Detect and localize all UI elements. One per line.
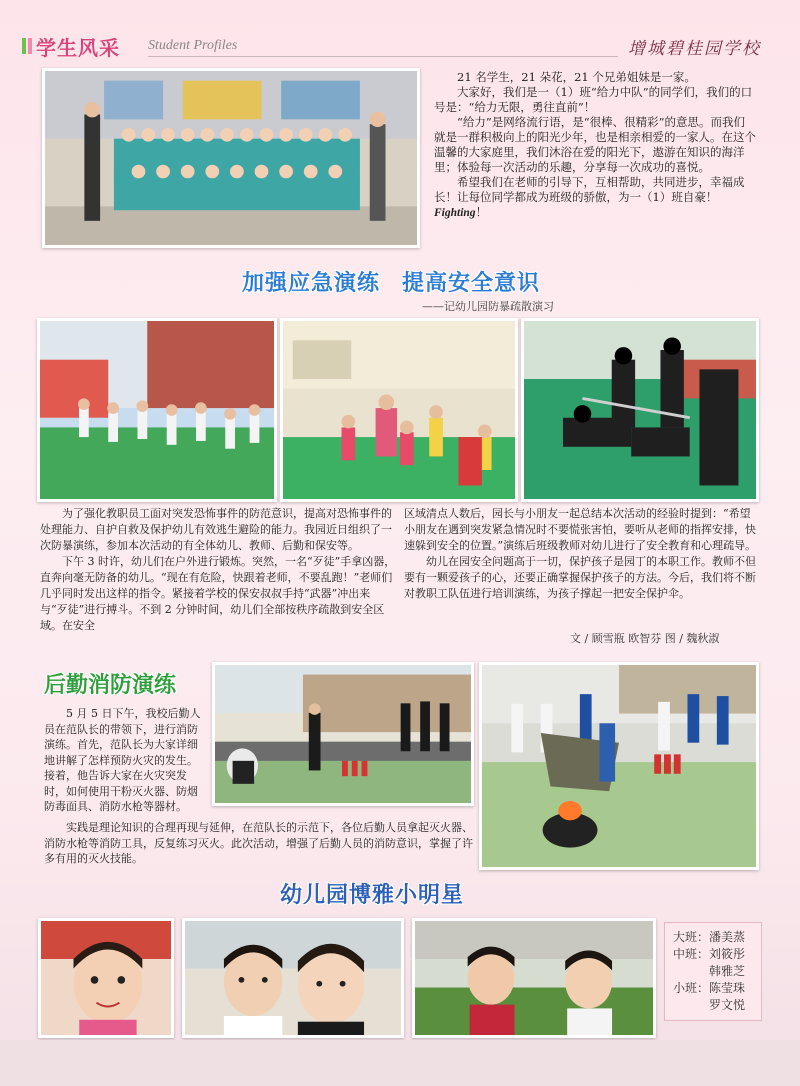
class-label: 中班： bbox=[673, 947, 710, 961]
drill-paragraph-continued: 区域清点人数后，园长与小朋友一起总结本次活动的经验时提到：“希望小朋友在遇到突发紧急情况时不要慌张害怕，要听从老师的指挥安排，快速躲到安全的位置。”演练后班级教师对幼儿进行了安全教育和心理疏导。 bbox=[404, 507, 757, 552]
stars-names-box bbox=[664, 922, 762, 1021]
drill-photo-security bbox=[521, 318, 759, 502]
drill-article-right bbox=[404, 506, 760, 602]
name-row bbox=[673, 946, 753, 963]
class-label: 大班： bbox=[673, 930, 710, 944]
page-footer-band bbox=[0, 1040, 800, 1086]
fire-paragraph: 5 月 5 日下午，我校后勤人员在范队长的带领下，进行消防演练。首先，范队长为大家详细地讲解了怎样预防火灾的发生。接着，他告诉大家在火灾突发时，如何使用干粉灭火器、防烟防毒面具、消防水枪等器材。 bbox=[44, 707, 201, 813]
drill-paragraph: 下午 3 时许，幼儿们在户外进行锻炼。突然，一名“歹徒”手拿凶器，直奔向毫无防备的幼儿。“现在有危险，快跟着老师，不要乱跑！”老师们几乎同时发出这样的指令。紧接着学校的保安叔叔手持“武器”冲出来与“歹徒”进行搏斗。不到 2 分钟时间，幼儿们全部按秩序疏散到安全区域。在安全 bbox=[40, 555, 396, 632]
fire-paragraph: 实践是理论知识的合理再现与延伸，在范队长的示范下，各位后勤人员拿起灭火器、消防水枪等消防工具，反复练习灭火。此次活动，增强了后勤人员的消防意识，掌握了许多有用的灭火技能。 bbox=[44, 821, 473, 865]
student-name: 韩雅芝 bbox=[709, 964, 746, 978]
name-row bbox=[673, 997, 753, 1014]
star-photo-uniform-kids bbox=[412, 918, 656, 1038]
section-title: 学生风采 bbox=[36, 36, 120, 60]
school-name: 增城碧桂园学校 bbox=[628, 39, 761, 59]
drill-paragraph: 为了强化教职员工面对突发恐怖事件的防范意识，提高对恐怖事件的处理能力、自护自救及保护幼儿有效逃生避险的能力。我园近日组织了一次防暴演练，参加本次活动的有全体幼儿、教师、后勤和保安等。 bbox=[40, 507, 392, 552]
intro-paragraph: 希望我们在老师的引导下，互相帮助，共同进步，幸福成长！让每位同学都成为班级的骄傲，为一（1）班自豪！ bbox=[434, 175, 745, 204]
name-row bbox=[673, 963, 753, 980]
intro-paragraph: 21 名学生，21 朵花，21 个兄弟姐妹是一家。 bbox=[457, 70, 696, 84]
name-row bbox=[673, 929, 753, 946]
fire-drill-title: 后勤消防演练 bbox=[44, 673, 177, 698]
header-rule bbox=[148, 56, 618, 57]
intro-paragraph: “给力”是网络流行语，是“很棒、很精彩”的意思。而我们就是一群积极向上的阳光少年，也是相亲相爱的一家人。在这个温馨的大家庭里，我们沐浴在爱的阳光下，遨游在知识的海洋里；体验每一次活动的乐趣，分享每一次成功的喜悦。 bbox=[434, 115, 756, 174]
fire-drill-photo-blanket bbox=[479, 662, 759, 870]
fighting-label: Fighting bbox=[434, 207, 476, 219]
drill-credit: 文 / 顾雪瓶 欧智芬 图 / 魏秋淑 bbox=[570, 632, 720, 645]
student-name: 陈莹珠 bbox=[709, 981, 746, 995]
star-photo-girl-1 bbox=[38, 918, 174, 1038]
intro-closing bbox=[434, 205, 756, 221]
drill-photo-evacuation bbox=[37, 318, 277, 502]
student-name: 罗文悦 bbox=[709, 998, 746, 1012]
fire-drill-text-wide bbox=[44, 820, 476, 867]
class-intro-text bbox=[434, 70, 756, 221]
fire-drill-photo-extinguisher bbox=[212, 662, 474, 806]
drill-article-left bbox=[40, 506, 396, 634]
class-label: 小班： bbox=[673, 981, 710, 995]
header-accent-bar bbox=[28, 38, 32, 54]
student-name: 潘美蒸 bbox=[709, 930, 746, 944]
drill-title bbox=[242, 266, 540, 297]
star-photo-two-kids bbox=[182, 918, 404, 1038]
section-subtitle: Student Profiles bbox=[148, 38, 238, 53]
drill-title-part2: 提高安全意识 bbox=[402, 271, 541, 296]
class-group-photo bbox=[42, 68, 420, 248]
closing-mark: ！ bbox=[475, 205, 488, 219]
fire-drill-text-column bbox=[44, 706, 206, 815]
drill-subtitle: ——记幼儿园防暴疏散演习 bbox=[422, 300, 554, 313]
intro-paragraph: 大家好，我们是一（1）班“给力中队”的同学们，我们的口号是：“给力无限，勇往直前”！ bbox=[434, 85, 753, 114]
drill-photo-running bbox=[280, 318, 518, 502]
student-name: 刘筱彤 bbox=[709, 947, 746, 961]
name-row bbox=[673, 980, 753, 997]
drill-title-part1: 加强应急演练 bbox=[242, 271, 381, 296]
stars-title: 幼儿园博雅小明星 bbox=[280, 883, 465, 908]
header-accent-bar bbox=[22, 38, 26, 54]
drill-paragraph: 幼儿在园安全问题高于一切，保护孩子是园丁的本职工作。教师不但要有一颗爱孩子的心，还要正确掌握保护孩子的方法。今后，我们将不断对教职工队伍进行培训演练，为孩子撑起一把安全保护伞。 bbox=[404, 555, 756, 600]
